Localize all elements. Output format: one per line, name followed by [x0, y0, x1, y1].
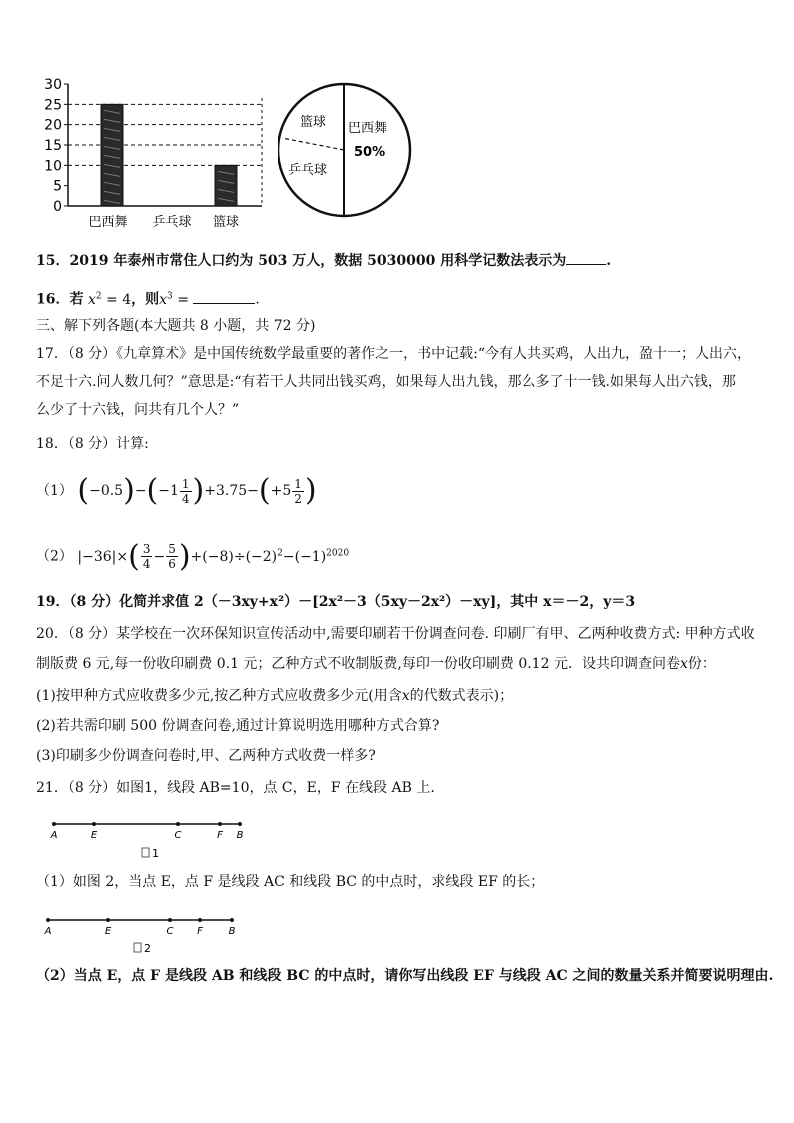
q21-sub-1: （1）如图 2，当点 E，点 F 是线段 AC 和线段 BC 的中点时，求线段 EF 的长； — [36, 874, 545, 890]
q16-answer-blank[interactable] — [193, 289, 255, 304]
point-F — [198, 918, 202, 922]
q18-p1-expression: (−0.5)−(−1 $\frac{1}{4}$ )+3.75−(+5 $\frac{1}{2}$ ) — [77, 473, 317, 508]
fig2-caption-box — [134, 943, 141, 952]
q17-line-2: 不足十六.问人数几何？”意思是:“有若干人共同出钱买鸡，如果每人出九钱，那么多了十一钱.如果每人出六钱，那 — [36, 374, 736, 390]
q20-line-1: 20．（8 分）某学校在一次环保知识宣传活动中,需要印刷若干份调查问卷. 印刷厂有甲、乙两种收费方式: 甲种方式收 — [36, 626, 755, 642]
q21-figure-2 — [38, 910, 248, 956]
point-C — [168, 918, 172, 922]
section-3-heading: 三、解下列各题(本大题共 8 小题，共 72 分) — [36, 318, 316, 334]
x-tick-label: 乒乓球 — [152, 215, 192, 230]
q18-p2-expression: |−36|×( $\frac{3}{4}$ − $\frac{5}{6}$ )$+(-8)\div(-2)^2-(-1)^{2020}$ — [77, 538, 350, 574]
q17-line-3: 么少了十六钱，问共有几个人？” — [36, 402, 240, 418]
pie-label-1: 巴西舞 — [348, 121, 388, 136]
point-label-F: F — [197, 926, 203, 937]
q20-s1b: 的代数式表示)； — [409, 688, 514, 704]
point-label-F: F — [217, 830, 223, 841]
q15-answer-blank[interactable] — [566, 250, 606, 265]
question-19: 19．（8 分）化简并求值 2（－3xy+x²）－[2x²－3（5xy－2x²）－xy]，其中 x＝－2，y＝3 — [36, 594, 636, 610]
point-B — [238, 822, 242, 826]
point-label-B: B — [228, 926, 236, 937]
y-tick-label: 20 — [44, 117, 62, 134]
q18-part-1 — [36, 474, 317, 508]
point-label-A: A — [50, 830, 58, 841]
q20-s1a: (1)按甲种方式应收费多少元,按乙种方式应收费多少元(用含 — [36, 688, 402, 704]
q16-prefix: 16．若 — [36, 291, 84, 308]
point-label-A: A — [44, 926, 52, 937]
q18-p1-label: （1） — [36, 483, 73, 499]
q20-line-2 — [36, 654, 716, 674]
y-tick-label: 10 — [44, 158, 62, 175]
x-tick-label: 巴西舞 — [88, 215, 128, 230]
q17-line-1: 17．（8 分）《九章算术》是中国传统数学最重要的著作之一，书中记载:“今有人共买鸡，人出九，盈十一；人出六， — [36, 346, 752, 362]
question-15 — [36, 250, 611, 271]
pie-divider-dashed — [282, 138, 344, 150]
point-A — [46, 918, 50, 922]
y-tick-label: 0 — [53, 199, 62, 215]
q20-line-2a: 制版费 6 元,每一份收印刷费 0.1 元；乙种方式不收制版费,每印一份收印刷费 0.12 元．设共印调查问卷 — [36, 656, 680, 672]
point-A — [52, 822, 56, 826]
q16-end: ． — [255, 291, 270, 308]
q16-target: $x^3$ = — [159, 291, 194, 308]
q16-mid: ，则 — [131, 291, 160, 308]
q16-condition: $x^2 = 4$ — [87, 291, 132, 308]
fig1-caption: 1 — [152, 847, 159, 860]
q20-sub-2: (2)若共需印刷 500 份调查问卷,通过计算说明选用哪种方式合算? — [36, 718, 440, 734]
point-label-E: E — [104, 926, 112, 937]
y-tick-label: 25 — [44, 97, 62, 114]
pie-chart — [278, 80, 418, 220]
point-label-E: E — [90, 830, 98, 841]
pie-label-2: 乒乓球 — [288, 163, 328, 178]
q20-sub-1 — [36, 686, 513, 706]
x-tick-label: 篮球 — [212, 215, 240, 230]
point-B — [230, 918, 234, 922]
y-tick-label: 5 — [53, 178, 62, 195]
point-F — [218, 822, 222, 826]
y-tick-label: 15 — [44, 138, 62, 154]
pie-label-0: 篮球 — [300, 115, 327, 130]
q20-sub-3: (3)印刷多少份调查问卷时,甲、乙两种方式收费一样多? — [36, 748, 376, 764]
question-16 — [36, 286, 269, 310]
fig2-caption: 2 — [144, 942, 151, 955]
q18-title: 18．（8 分）计算: — [36, 436, 149, 452]
q20-var: x — [679, 656, 688, 672]
q21-figure-1 — [44, 814, 254, 862]
q15-text: 15．2019 年泰州市常住人口约为 503 万人，数据 5030000 用科学记数法表示为 — [36, 253, 567, 269]
point-label-B: B — [236, 830, 244, 841]
q20-line-2b: 份： — [687, 656, 716, 672]
point-E — [92, 822, 96, 826]
point-C — [176, 822, 180, 826]
q20-s1-var: x — [401, 688, 410, 704]
q18-part-2 — [36, 536, 349, 574]
q18-p2-label: （2） — [36, 548, 73, 565]
pie-annotation: 50% — [354, 145, 386, 160]
y-tick-label: 30 — [44, 78, 62, 93]
bar-chart — [40, 78, 280, 236]
q21-sub-2: （2）当点 E，点 F 是线段 AB 和线段 BC 的中点时，请你写出线段 EF 与线段 AC 之间的数量关系并简要说明理由. — [36, 968, 774, 984]
point-label-C: C — [166, 926, 174, 937]
fig1-caption-box — [142, 848, 149, 857]
q15-end: . — [606, 253, 612, 269]
point-label-C: C — [174, 830, 182, 841]
point-E — [106, 918, 110, 922]
q21-line-1: 21．（8 分）如图1，线段 AB=10，点 C，E，F 在线段 AB 上. — [36, 780, 435, 796]
